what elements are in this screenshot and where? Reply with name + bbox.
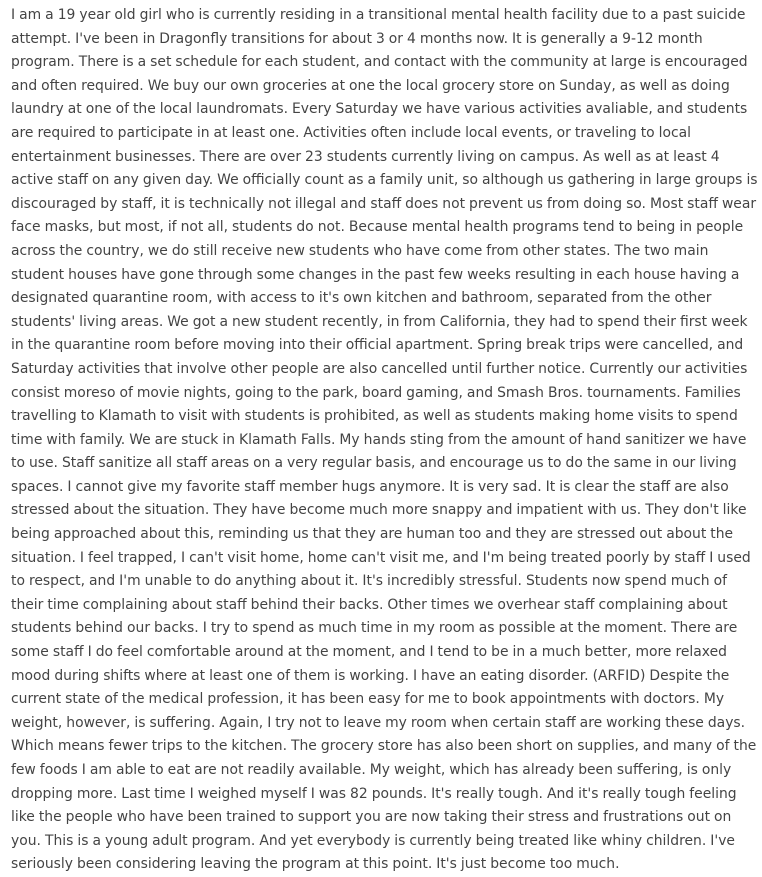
story-paragraph: I am a 19 year old girl who is currently residing in a transitional mental health facility due to a past suicide attempt. I've been in Dragonfly transitions for about 3 or 4 months now. It is generally a 9-12 month program. There is a set schedule for each student, and contact with the community at large is encouraged and often required. We buy our own groceries at one the local grocery store on Sunday, as well as doing laundry at one of the local laundromats. Every Saturday we have various activities avaliable, and students are required to participate in at least one. Activities often include local events, or traveling to local entertainment businesses. There are over 23 students currently living on campus. As well as at least 4 active staff on any given day. We officially count as a family unit, so although us gathering in large groups is discouraged by staff, it is technically not illegal and staff does not prevent us from doing so. Most staff wear face masks, but most, if not all, students do not. Because mental health programs tend to being in people across the country, we do still receive new students who have come from other states. The two main student houses have gone through some changes in the past few weeks resulting in each house having a designated quarantine room, with access to it's own kitchen and bathroom, separated from the other students' living areas. We got a new student recently, in from California, they had to spend their first week in the quarantine room before moving into their official apartment. Spring break trips were cancelled, and Saturday activities that involve other people are also cancelled until further notice. Currently our activities consist moreso of movie nights, going to the park, board gaming, and Smash Bros. tournaments. Families travelling to Klamath to visit with students is prohibited, as well as students making home visits to spend time with family. We are stuck in Klamath Falls. My hands sting from the amount of hand sanitizer we have to use. Staff sanitize all staff areas on a very regular basis, and encourage us to do the same in our living spaces. I cannot give my favorite staff member hugs anymore. It is very sad. It is clear the staff are also stressed about the situation. They have become much more snappy and impatient with us. They don't like being approached about this, reminding us that they are human too and they are stressed out about the situation. I feel trapped, I can't visit home, home can't visit me, and I'm being treated poorly by staff I used to respect, and I'm unable to do anything about it. It's incredibly stressful. Students now spend much of their time complaining about staff behind their backs. Other times we overhear staff complaining about students behind our backs. I try to spend as much time in my room as possible at the moment. There are some staff I do feel comfortable around at the moment, and I tend to be in a much better, more relaxed mood during shifts where at least one of them is working. I have an eating disorder. (ARFID) Despite the current state of the medical profession, it has been easy for me to book appointments with doctors. My weight, however, is suffering. Again, I try not to leave my room when certain staff are working these days. Which means fewer trips to the kitchen. The grocery store has also been short on supplies, and many of the few foods I am able to eat are not readily available. My weight, which has already been suffering, is only dropping more. Last time I weighed myself I was 82 pounds. It's really tough. And it's really tough feeling like the people who have been trained to support you are now taking their stress and frustrations out on you. This is a young adult program. And yet everybody is currently being treated like whiny children. I've seriously been considering leaving the program at this point. It's just become too much. — [11, 7, 758, 873]
